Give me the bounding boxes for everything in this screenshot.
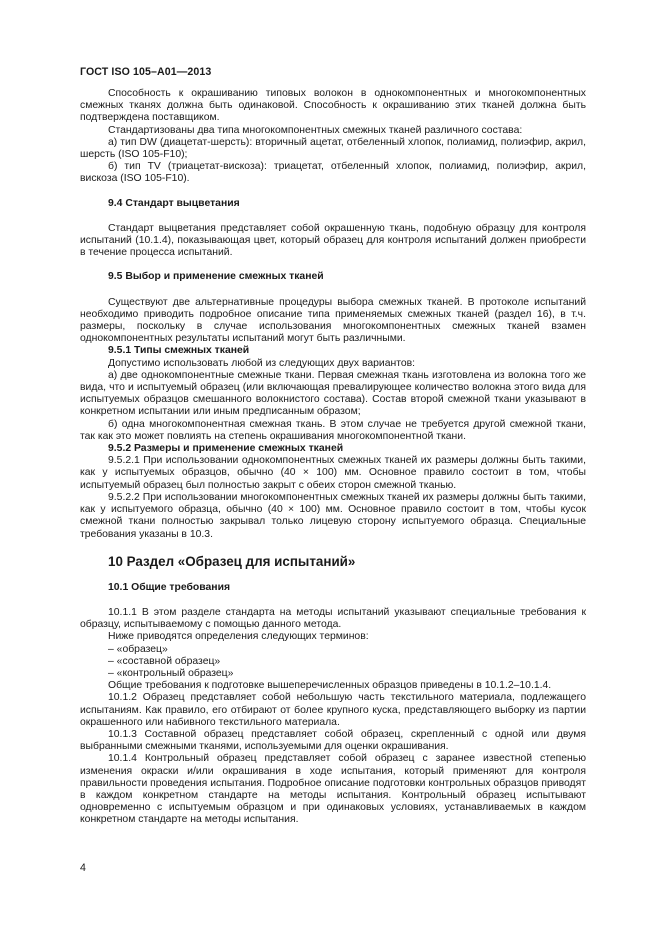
paragraph: Стандарт выцветания представляет собой окрашенную ткань, подобную образцу для контроля испытаний (10.1.4), показывающая цвет, который образец для контроля испытаний должен приобрести в течение процесса испытаний.: [80, 222, 586, 259]
list-item: а) тип DW (диацетат-шерсть): вторичный ацетат, отбеленный хлопок, полиамид, полиэфир, акрил, шерсть (ISO 105-F10);: [80, 136, 586, 161]
paragraph: Допустимо использовать любой из следующих двух вариантов:: [108, 357, 416, 369]
list-item: а) две однокомпонентные смежные ткани. Первая смежная ткань изготовлена из волокна того же вида, что и испытуемый образец (или включающая превалирующее количество волокна этого вида для испытуемых образцов смешанного волокнистого состава). Состав второй смежной ткани указывают в конкретном испытании или иным предписанным образом;: [80, 369, 586, 418]
list-item: – «образец»: [108, 643, 168, 655]
document-body: [80, 88, 586, 827]
paragraph: Стандартизованы два типа многокомпонентных смежных тканей различного состава:: [108, 124, 523, 136]
list-item: б) одна многокомпонентная смежная ткань. В этом случае не требуется другой смежной ткани, так как это может повлиять на степень окрашивания многокомпонентной ткани.: [80, 418, 586, 442]
paragraph: 10.1.2 Образец представляет собой небольшую часть текстильного материала, подлежащего испытаниям. Как правило, его отбирают от более крупного куска, представляющего выборку из партии окрашенного или набивного текстильного материала.: [80, 692, 586, 728]
list-item: – «составной образец»: [108, 655, 221, 667]
section-heading-10-1: 10.1 Общие требования: [108, 581, 231, 593]
paragraph: Общие требования к подготовке вышеперечисленных образцов приведены в 10.1.2–10.1.4.: [108, 680, 552, 692]
paragraph: 10.1.3 Составной образец представляет собой образец, скрепленный с одной или двумя выбранными смежными тканями, используемыми для оценки окрашивания.: [80, 728, 586, 753]
document-header: ГОСТ ISO 105–A01—2013: [80, 66, 212, 78]
list-item: б) тип TV (триацетат-вискоза): триацетат, отбеленный хлопок, полиамид, полиэфир, акрил, вискоза (ISO 105-F10).: [80, 161, 586, 185]
section-heading-9-4: 9.4 Стандарт выцветания: [108, 197, 240, 209]
paragraph: Ниже приводятся определения следующих терминов:: [108, 631, 369, 643]
paragraph: 10.1.4 Контрольный образец представляет собой образец с заранее известной степенью изменения окраски и/или окрашивания в ходе испытания, который применяют для контроля правильности проведения испытания. Подробное описание подготовки контрольных образцов приводят в каждом конкретном стандарте на методы испытания. Контрольный образец испытывают одновременно с испытуемым образцом и при одинаковых условиях, устанавливаемых в каждом конкретном стандарте на методы испытания.: [80, 753, 586, 826]
subsection-heading-9-5-2: 9.5.2 Размеры и применение смежных тканей: [108, 443, 344, 455]
section-heading-10: 10 Раздел «Образец для испытаний»: [108, 553, 356, 569]
list-item: – «контрольный образец»: [108, 667, 234, 679]
paragraph: 9.5.2.1 При использовании однокомпонентных смежных тканей их размеры должны быть такими, как у испытуемых образцов, обычно (40 × 100) мм. Основное правило состоит в том, чтобы испытуемый образец был полностью закрыт с обеих сторон смежной тканью.: [80, 455, 586, 491]
paragraph: Существуют две альтернативные процедуры выбора смежных тканей. В протоколе испытаний необходимо приводить подробное описание типа применяемых смежных тканей (раздел 16), в т.ч. размеры, поскольку в случае использования многокомпонентных смежных тканей взамен однокомпонентных результаты испытаний могут быть различными.: [80, 296, 586, 345]
paragraph: 10.1.1 В этом разделе стандарта на методы испытаний указывают специальные требования к образцу, испытываемому с помощью данного метода.: [80, 606, 586, 631]
section-heading-9-5: 9.5 Выбор и применение смежных тканей: [108, 271, 324, 283]
subsection-heading-9-5-1: 9.5.1 Типы смежных тканей: [108, 345, 250, 357]
page-number: 4: [80, 862, 86, 874]
paragraph: 9.5.2.2 При использовании многокомпонентных смежных тканей их размеры должны быть такими, как у испытуемого образца, обычно (40 × 100) мм. Основное правило состоит в том, чтобы кусок смежной ткани полностью закрывал только лицевую сторону испытуемого образца. Специальные требования указаны в 10.3.: [80, 491, 586, 540]
paragraph: Способность к окрашиванию типовых волокон в однокомпонентных и многокомпонентных смежных тканях должна быть одинаковой. Способность к окрашиванию этих тканей должна быть подтверждена поставщиком.: [80, 88, 586, 124]
